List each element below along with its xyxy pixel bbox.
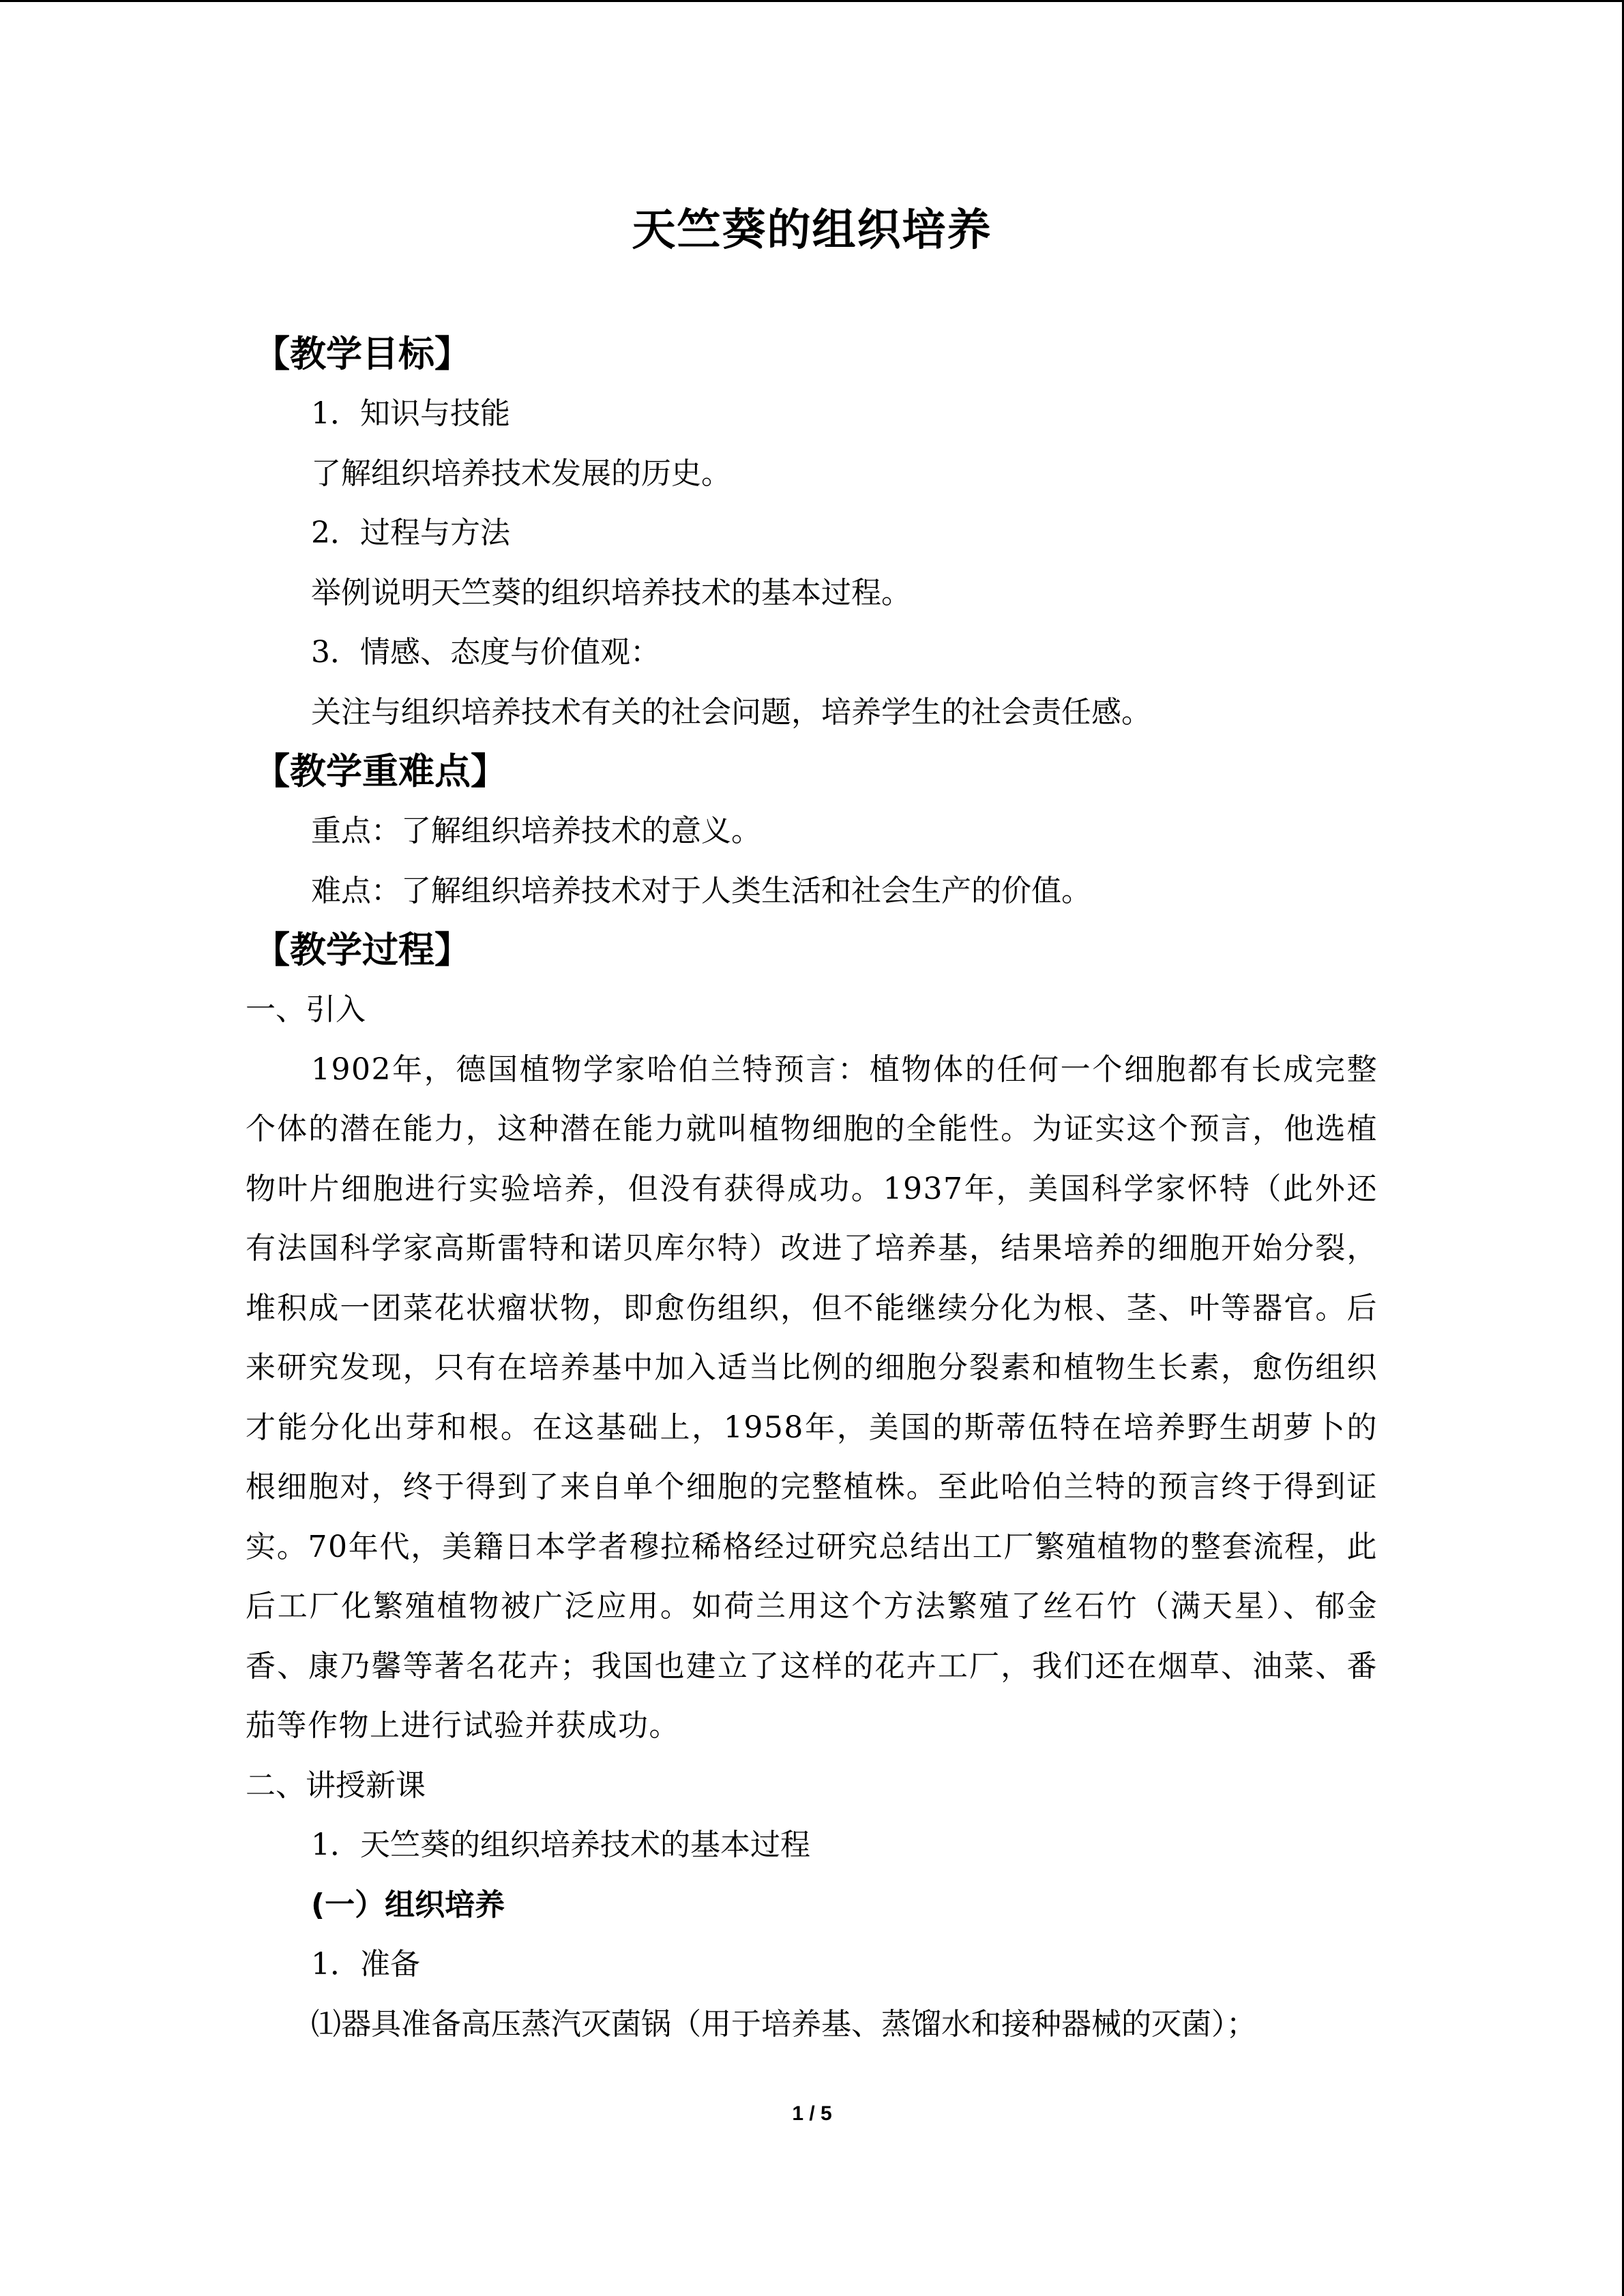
new-lesson-title: 二、讲授新课 — [246, 1768, 426, 1803]
lesson-item: 1．天竺葵的组织培养技术的基本过程 — [311, 1828, 810, 1862]
intro-title: 一、引入 — [246, 992, 366, 1027]
process-heading: 【教学过程】 — [254, 929, 471, 971]
objective-line: 关注与组织培养技术有关的社会问题，培养学生的社会责任感。 — [311, 694, 1151, 730]
lesson-item: 1．准备 — [311, 1947, 420, 1982]
key-points-heading: 【教学重难点】 — [254, 751, 507, 792]
objective-line: 举例说明天竺葵的组织培养技术的基本过程。 — [311, 575, 911, 610]
objective-line: 2．过程与方法 — [311, 516, 510, 550]
objective-line: 了解组织培养技术发展的历史。 — [311, 456, 731, 491]
subsection-title: (一）组织培养 — [311, 1887, 505, 1922]
page-border-top — [0, 0, 1624, 2]
key-point-line: 难点：了解组织培养技术对于人类生活和社会生产的价值。 — [311, 873, 1091, 908]
prep-line: ⑴器具准备高压蒸汽灭菌锅（用于培养基、蒸馏水和接种器械的灭菌）； — [311, 2006, 1256, 2042]
objective-line: 1．知识与技能 — [311, 396, 510, 431]
document-body — [246, 325, 1378, 2054]
key-point-line: 重点：了解组织培养技术的意义。 — [311, 814, 761, 848]
objective-line: 3．情感、态度与价值观： — [311, 635, 660, 670]
page-number: 1 / 5 — [792, 2102, 832, 2125]
document-title: 天竺葵的组织培养 — [632, 205, 992, 256]
objectives-heading: 【教学目标】 — [254, 333, 471, 375]
intro-paragraph: 1902年，德国植物学家哈伯兰特预言：植物体的任何一个细胞都有长成完整个体的潜在能力，这种潜在能力就叫植物细胞的全能性。为证实这个预言，他选植物叶片细胞进行实验培养，但没有获得成功。1937年，美国科学家怀特（此外还有法国科学家高斯雷特和诺贝库尔特）改进了培养基，结果培养的细胞开始分裂，堆积成一团菜花状瘤状物，即愈伤组织，但不能继续分化为根、茎、叶等器官。后来研究发现，只有在培养基中加入适当比例的细胞分裂素和植物生长素，愈伤组织才能分化出芽和根。在这基础上，1958年，美国的斯蒂伍特在培养野生胡萝卜的根细胞对，终于得到了来自单个细胞的完整植株。至此哈伯兰特的预言终于得到证实。70年代，美籍日本学者穆拉稀格经过研究总结出工厂繁殖植物的整套流程，此后工厂化繁殖植物被广泛应用。如荷兰用这个方法繁殖了丝石竹（满天星）、郁金香、康乃馨等著名花卉；我国也建立了这样的花卉工厂，我们还在烟草、油菜、番茄等作物上进行试验并获成功。 — [246, 1052, 1378, 1743]
